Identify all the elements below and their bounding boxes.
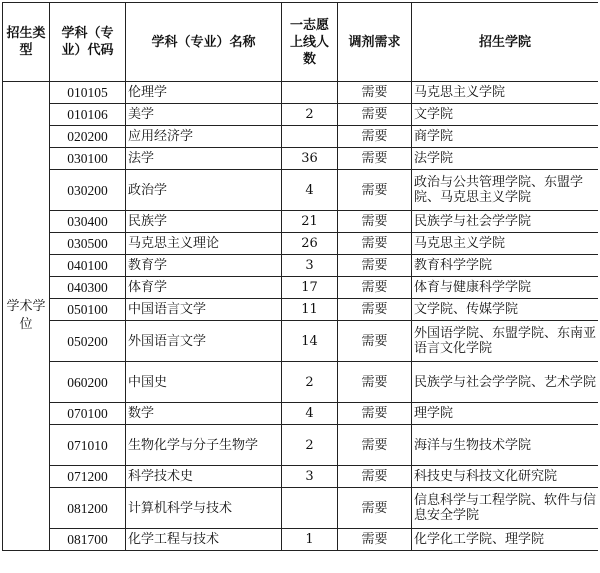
- adjust-cell: 需要: [338, 233, 412, 255]
- table-row: [3, 466, 599, 488]
- name-cell: 化学工程与技术: [126, 529, 282, 551]
- table-row: [3, 321, 599, 362]
- adjust-cell: 需要: [338, 255, 412, 277]
- college-cell: 教育科学学院: [412, 255, 599, 277]
- code-cell: 081700: [50, 529, 126, 551]
- name-cell: 外国语言文学: [126, 321, 282, 362]
- quota-cell: 3: [282, 466, 338, 488]
- adjust-cell: 需要: [338, 403, 412, 425]
- quota-cell: 2: [282, 104, 338, 126]
- name-cell: 伦理学: [126, 82, 282, 104]
- college-cell: 法学院: [412, 148, 599, 170]
- code-cell: 030200: [50, 170, 126, 211]
- adjust-cell: 需要: [338, 277, 412, 299]
- table-row: [3, 277, 599, 299]
- admission-table: [2, 2, 598, 551]
- adjust-cell: 需要: [338, 425, 412, 466]
- adjust-cell: 需要: [338, 529, 412, 551]
- college-cell: 理学院: [412, 403, 599, 425]
- table-row: [3, 211, 599, 233]
- quota-cell: [282, 82, 338, 104]
- table-row: [3, 403, 599, 425]
- code-cell: 070100: [50, 403, 126, 425]
- college-cell: 商学院: [412, 126, 599, 148]
- table-row: [3, 126, 599, 148]
- table-row: [3, 104, 599, 126]
- adjust-cell: 需要: [338, 104, 412, 126]
- quota-cell: 4: [282, 403, 338, 425]
- category-cell: 学术学位: [3, 82, 50, 551]
- quota-cell: 21: [282, 211, 338, 233]
- quota-cell: 14: [282, 321, 338, 362]
- quota-cell: 11: [282, 299, 338, 321]
- name-cell: 数学: [126, 403, 282, 425]
- code-cell: 030500: [50, 233, 126, 255]
- adjust-cell: 需要: [338, 211, 412, 233]
- name-cell: 应用经济学: [126, 126, 282, 148]
- table-row: [3, 233, 599, 255]
- adjust-cell: 需要: [338, 126, 412, 148]
- header-college: 招生学院: [412, 3, 599, 82]
- table-row: [3, 82, 599, 104]
- college-cell: 政治与公共管理学院、东盟学院、马克思主义学院: [412, 170, 599, 211]
- adjust-cell: 需要: [338, 466, 412, 488]
- header-quota: 一志愿上线人数: [282, 3, 338, 82]
- name-cell: 政治学: [126, 170, 282, 211]
- code-cell: 071010: [50, 425, 126, 466]
- college-cell: 科技史与科技文化研究院: [412, 466, 599, 488]
- code-cell: 030400: [50, 211, 126, 233]
- adjust-cell: 需要: [338, 299, 412, 321]
- college-cell: 马克思主义学院: [412, 82, 599, 104]
- name-cell: 中国史: [126, 362, 282, 403]
- table-row: [3, 148, 599, 170]
- quota-cell: 36: [282, 148, 338, 170]
- quota-cell: 2: [282, 362, 338, 403]
- code-cell: 081200: [50, 488, 126, 529]
- name-cell: 生物化学与分子生物学: [126, 425, 282, 466]
- quota-cell: 2: [282, 425, 338, 466]
- quota-cell: 17: [282, 277, 338, 299]
- code-cell: 050100: [50, 299, 126, 321]
- table-row: [3, 425, 599, 466]
- name-cell: 马克思主义理论: [126, 233, 282, 255]
- college-cell: 化学化工学院、理学院: [412, 529, 599, 551]
- table-row: [3, 299, 599, 321]
- table-row: [3, 529, 599, 551]
- quota-cell: 26: [282, 233, 338, 255]
- header-row: [3, 3, 599, 82]
- college-cell: 文学院、传媒学院: [412, 299, 599, 321]
- college-cell: 民族学与社会学学院: [412, 211, 599, 233]
- name-cell: 计算机科学与技术: [126, 488, 282, 529]
- quota-cell: [282, 488, 338, 529]
- admission-table-container: [2, 2, 598, 573]
- table-row: [3, 255, 599, 277]
- header-type: 招生类型: [3, 3, 50, 82]
- code-cell: 030100: [50, 148, 126, 170]
- code-cell: 040100: [50, 255, 126, 277]
- college-cell: 民族学与社会学学院、艺术学院: [412, 362, 599, 403]
- adjust-cell: 需要: [338, 148, 412, 170]
- college-cell: 体育与健康科学学院: [412, 277, 599, 299]
- adjust-cell: 需要: [338, 321, 412, 362]
- adjust-cell: 需要: [338, 488, 412, 529]
- code-cell: 010106: [50, 104, 126, 126]
- code-cell: 010105: [50, 82, 126, 104]
- college-cell: 信息科学与工程学院、软件与信息安全学院: [412, 488, 599, 529]
- name-cell: 法学: [126, 148, 282, 170]
- code-cell: 060200: [50, 362, 126, 403]
- college-cell: 外国语学院、东盟学院、东南亚语言文化学院: [412, 321, 599, 362]
- name-cell: 中国语言文学: [126, 299, 282, 321]
- code-cell: 050200: [50, 321, 126, 362]
- code-cell: 020200: [50, 126, 126, 148]
- college-cell: 马克思主义学院: [412, 233, 599, 255]
- name-cell: 民族学: [126, 211, 282, 233]
- code-cell: 040300: [50, 277, 126, 299]
- code-cell: 071200: [50, 466, 126, 488]
- name-cell: 体育学: [126, 277, 282, 299]
- adjust-cell: 需要: [338, 362, 412, 403]
- college-cell: 海洋与生物技术学院: [412, 425, 599, 466]
- table-row: [3, 488, 599, 529]
- header-adjust: 调剂需求: [338, 3, 412, 82]
- name-cell: 教育学: [126, 255, 282, 277]
- adjust-cell: 需要: [338, 170, 412, 211]
- quota-cell: 4: [282, 170, 338, 211]
- quota-cell: 1: [282, 529, 338, 551]
- table-row: [3, 362, 599, 403]
- college-cell: 文学院: [412, 104, 599, 126]
- table-row: [3, 170, 599, 211]
- header-code: 学科（专业）代码: [50, 3, 126, 82]
- quota-cell: 3: [282, 255, 338, 277]
- adjust-cell: 需要: [338, 82, 412, 104]
- header-name: 学科（专业）名称: [126, 3, 282, 82]
- name-cell: 科学技术史: [126, 466, 282, 488]
- quota-cell: [282, 126, 338, 148]
- name-cell: 美学: [126, 104, 282, 126]
